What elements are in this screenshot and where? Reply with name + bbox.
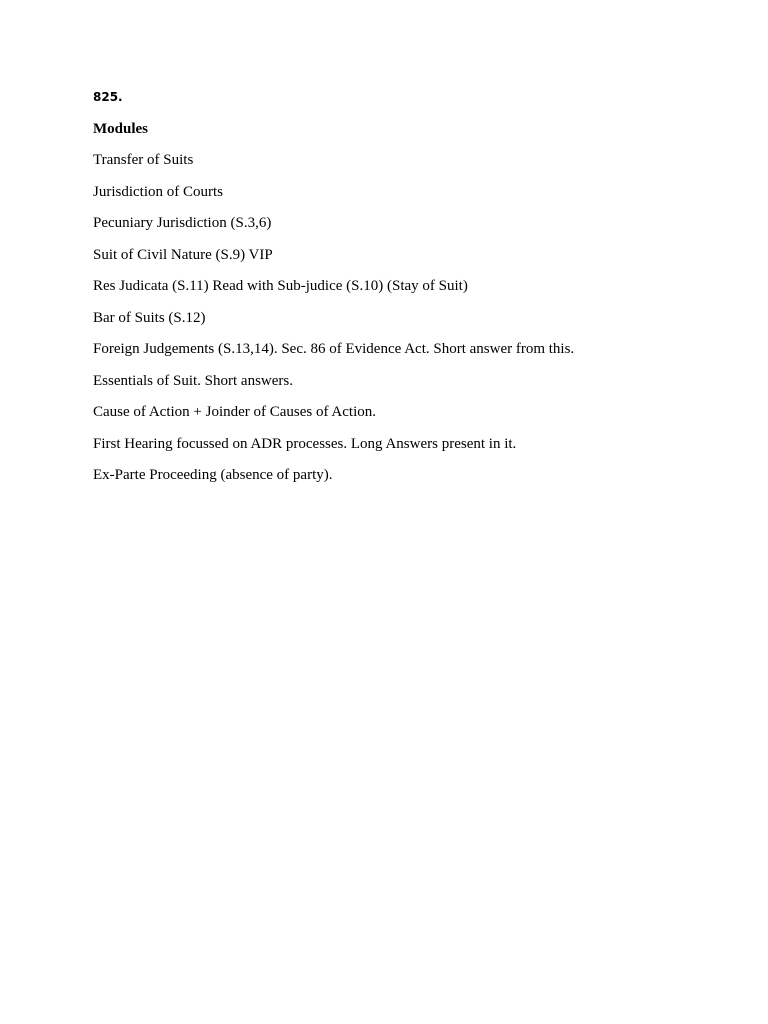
- modules-heading: Modules: [93, 121, 149, 137]
- module-item-suit-of-civil-nature: Suit of Civil Nature (S.9) VIP: [93, 246, 273, 263]
- module-item-res-judicata: Res Judicata (S.11) Read with Sub-judice (S.10) (Stay of Suit): [93, 278, 468, 294]
- module-item-foreign-judgements: Foreign Judgements (S.13,14). Sec. 86 of Evidence Act. Short answer from this.: [93, 341, 575, 357]
- module-item-essentials-of-suit: Essentials of Suit. Short answers.: [93, 372, 293, 389]
- module-item-bar-of-suits: Bar of Suits (S.12): [93, 309, 206, 326]
- module-list: [93, 151, 574, 498]
- module-item-cause-of-action: Cause of Action + Joinder of Causes of Action.: [93, 404, 377, 420]
- module-item-transfer-of-suits: Transfer of Suits: [93, 152, 194, 168]
- module-item-jurisdiction-of-courts: Jurisdiction of Courts: [93, 183, 223, 200]
- module-item-first-hearing: First Hearing focussed on ADR processes. Long Answers present in it.: [93, 435, 517, 452]
- module-item-pecuniary-jurisdiction: Pecuniary Jurisdiction (S.3,6): [93, 215, 272, 231]
- document-number: 825.: [93, 90, 123, 104]
- module-item-ex-parte-proceeding: Ex-Parte Proceeding (absence of party).: [93, 467, 333, 483]
